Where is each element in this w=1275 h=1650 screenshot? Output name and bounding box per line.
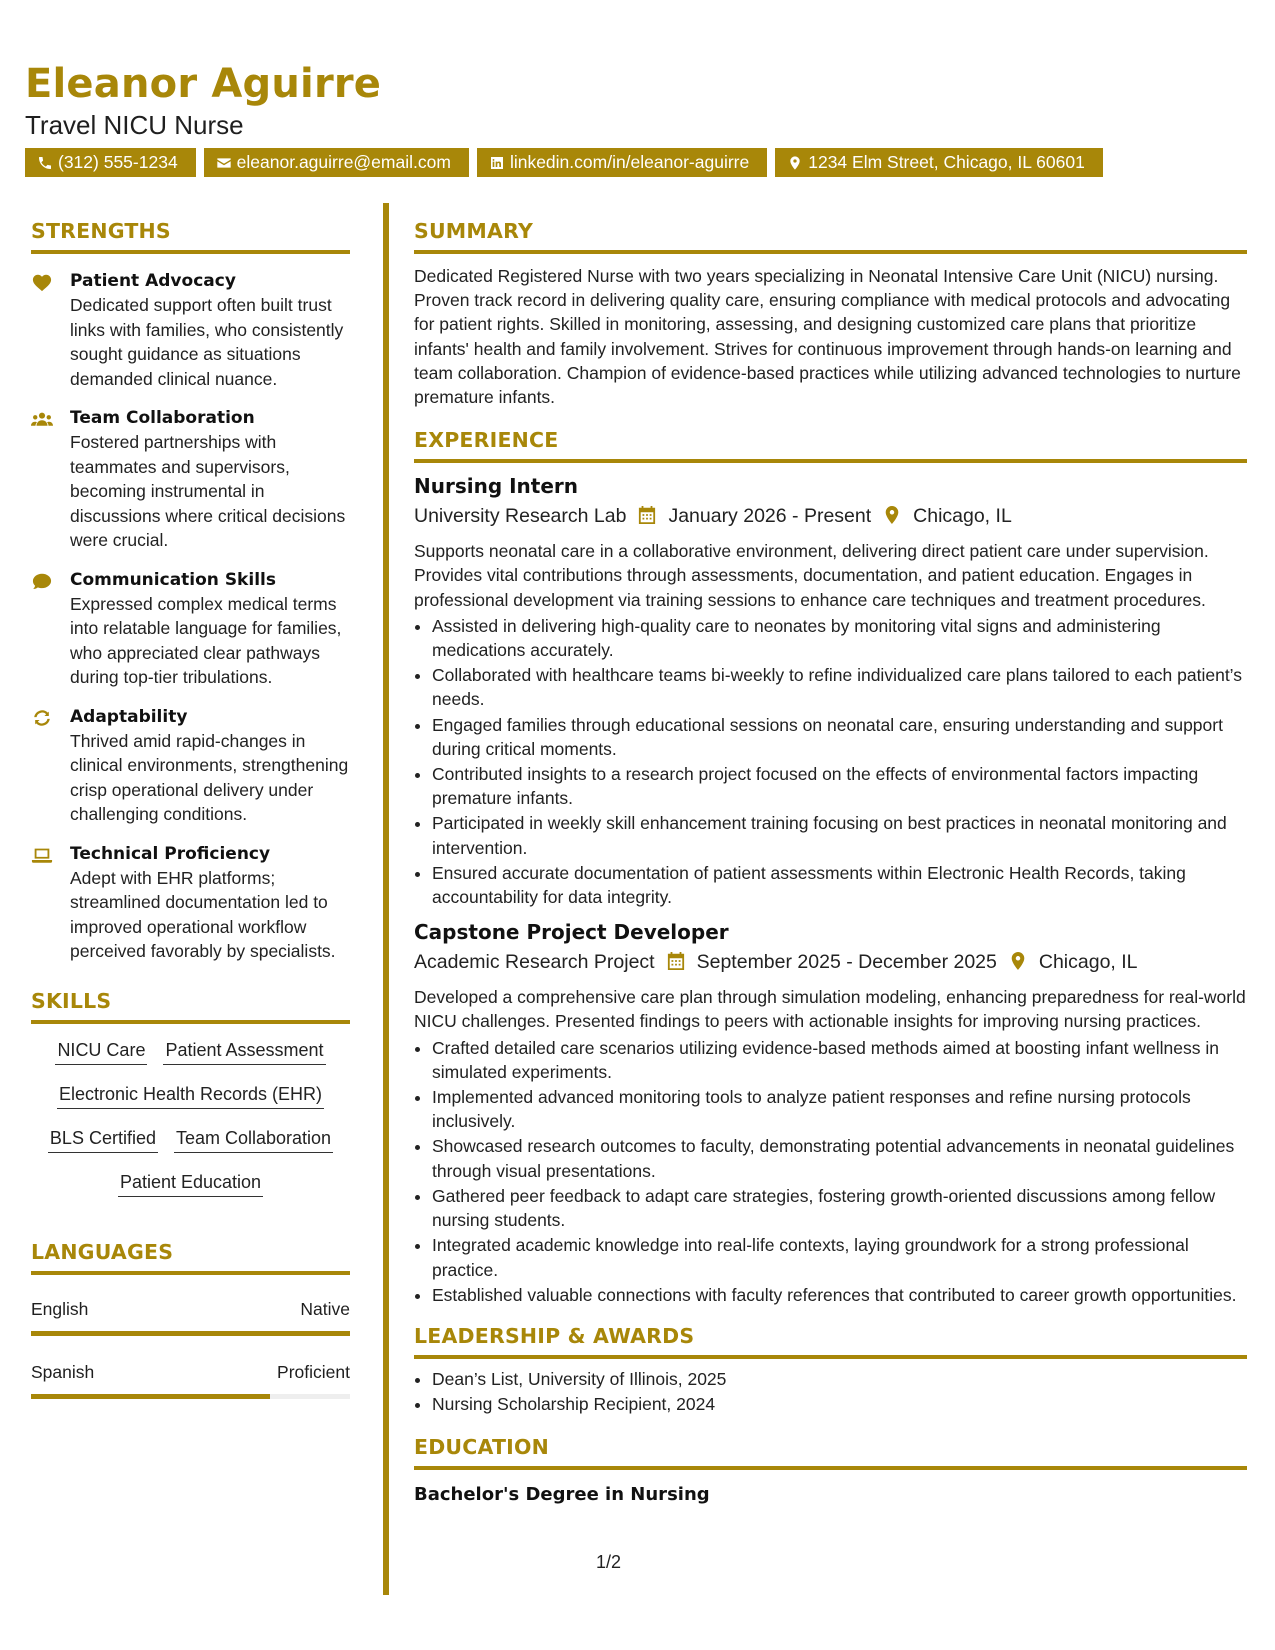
job-title: Nursing Intern [414, 474, 579, 499]
strength-title: Patient Advocacy [70, 271, 236, 291]
bullet-item: • Assisted in delivering high-quality care to neonates by monitoring vital signs and administering medications accurately. [432, 614, 1247, 662]
skill-tag: Electronic Health Records (EHR) [57, 1082, 324, 1109]
job-bullets [414, 1036, 1247, 1307]
strength-desc: Thrived amid rapid-changes in clinical environments, strengthening crisp operational delivery under challenging conditions. [70, 730, 349, 824]
job-description: Supports neonatal care in a collaborative environment, delivering direct patient care under supervision. Provides vital contributions through assessments, documentation, and patient education. Engages in professional development via training sessions to enhance care techniques and treatment procedures. [414, 541, 1209, 610]
strength-desc: Fostered partnerships with teammates and supervisors, becoming instrumental in discussions where critical decisions were crucial. [70, 432, 346, 550]
email-text: eleanor.aguirre@email.com [236, 152, 451, 172]
bullet-item: • Gathered peer feedback to adapt care strategies, fostering growth-oriented discussions among fellow nursing students. [432, 1184, 1247, 1232]
language-item [31, 1297, 350, 1336]
bullet-item: • Established valuable connections with faculty references that contributed to career growth opportunities. [432, 1283, 1247, 1307]
right-column [414, 216, 1247, 1508]
bullet-item: • Ensured accurate documentation of patient assessments within Electronic Health Records, taking accountability for data integrity. [432, 861, 1247, 909]
awards-list [414, 1367, 1247, 1416]
summary-text: Dedicated Registered Nurse with two years specializing in Neonatal Intensive Care Unit (NICU) nursing. Proven track record in delivering quality care, ensuring compliance with medical protocols and advocating for patient rights. Skilled in monitoring, assessing, and designing customized care plans that prioritize infants' health and family involvement. Strives for continuous improvement through hands-on learning and team collaboration. Champion of evidence-based practices while utilizing advanced technologies to nurture premature infants. [414, 266, 1241, 408]
bullet-item: • Contributed insights to a research project focused on the effects of environmental factors impacting premature infants. [432, 762, 1247, 810]
strength-title: Team Collaboration [70, 408, 255, 428]
language-level: Native [300, 1298, 350, 1319]
skill-tag: NICU Care [55, 1038, 147, 1065]
map-marker-icon [1009, 951, 1029, 973]
award-item: • Nursing Scholarship Recipient, 2024 [432, 1392, 1247, 1416]
linkedin-icon [489, 155, 505, 171]
summary-heading: SUMMARY [414, 216, 1247, 254]
job-organization: Academic Research Project [414, 951, 655, 974]
strength-item [31, 842, 350, 964]
skills-heading: SKILLS [31, 986, 350, 1024]
skill-tag: Patient Assessment [163, 1038, 325, 1065]
strength-desc: Expressed complex medical terms into relatable language for families, who appreciated clear pathways during top-tier tribulations. [70, 593, 342, 687]
job-location: Chicago, IL [913, 505, 1012, 528]
education-heading: EDUCATION [414, 1432, 1247, 1470]
contact-phone[interactable] [25, 148, 196, 177]
job-meta [414, 501, 1247, 531]
strength-title: Adaptability [70, 706, 188, 727]
strength-item [31, 269, 350, 391]
bullet-item: • Participated in weekly skill enhancement training focusing on best practices in neonatal monitoring and intervention. [432, 811, 1247, 859]
map-marker-icon [787, 155, 803, 171]
bullet-item: • Engaged families through educational sessions on neonatal care, ensuring understanding and support during critical moments. [432, 713, 1247, 761]
phone-text: (312) 555-1234 [58, 152, 178, 172]
map-marker-icon [883, 505, 903, 527]
bullet-item: • Showcased research outcomes to faculty, demonstrating potential advancements in neonatal guidelines through visual presentations. [432, 1134, 1247, 1182]
contact-bar [25, 148, 1250, 177]
strength-item [31, 705, 350, 827]
strength-item [31, 568, 350, 690]
bullet-item: • Integrated academic knowledge into real-life contexts, laying groundwork for a strong professional practice. [432, 1233, 1247, 1281]
candidate-role: Travel NICU Nurse [25, 110, 244, 140]
candidate-name: Eleanor Aguirre [25, 61, 382, 107]
strength-item [31, 406, 350, 553]
linkedin-text: linkedin.com/in/eleanor-aguirre [509, 152, 750, 172]
award-item: • Dean’s List, University of Illinois, 2025 [432, 1367, 1247, 1391]
language-level-fill [31, 1331, 350, 1336]
job-organization: University Research Lab [414, 505, 627, 528]
strength-desc: Dedicated support often built trust links with families, who consistently sought guidance as situations demanded clinical nuance. [70, 295, 344, 389]
language-level: Proficient [277, 1361, 350, 1382]
job-dates: September 2025 - December 2025 [696, 951, 997, 974]
bullet-item: • Collaborated with healthcare teams bi-weekly to refine individualized care plans tailored to each patient’s needs. [432, 663, 1247, 711]
heart-icon [31, 272, 53, 292]
job-location: Chicago, IL [1038, 951, 1138, 974]
strengths-heading: STRENGTHS [31, 216, 350, 254]
language-level-bar [31, 1331, 350, 1336]
languages-heading: LANGUAGES [31, 1237, 350, 1275]
language-item [31, 1360, 350, 1399]
contact-email[interactable] [204, 148, 469, 177]
skill-tag: Patient Education [118, 1170, 263, 1197]
bullet-item: • Crafted detailed care scenarios utilizing evidence-based methods aimed at boosting infant wellness in simulated experiments. [432, 1036, 1247, 1084]
strength-title: Technical Proficiency [70, 843, 271, 864]
strength-desc: Adept with EHR platforms; streamlined documentation led to improved operational workflow perceived favorably by specialists. [70, 867, 336, 961]
experience-entry [414, 917, 1247, 1307]
job-meta [414, 947, 1247, 977]
phone-icon [37, 155, 53, 171]
bullet-item: • Implemented advanced monitoring tools to analyze patient responses and refine nursing protocols inclusively. [432, 1085, 1247, 1133]
job-dates: January 2026 - Present [668, 505, 872, 528]
left-column [31, 216, 350, 1423]
contact-linkedin[interactable] [477, 148, 767, 177]
job-title: Capstone Project Developer [414, 920, 729, 945]
skill-tag: Team Collaboration [174, 1126, 333, 1153]
job-bullets [414, 614, 1247, 909]
experience-entry [414, 471, 1247, 909]
sync-icon [31, 708, 53, 728]
skills-list [31, 1038, 350, 1197]
language-name: English [31, 1298, 89, 1319]
calendar-icon [667, 951, 687, 973]
language-level-bar [31, 1394, 350, 1399]
page-number: 1/2 [596, 1552, 622, 1572]
awards-heading: LEADERSHIP & AWARDS [414, 1321, 1247, 1359]
strength-title: Communication Skills [70, 569, 276, 590]
language-name: Spanish [31, 1361, 95, 1382]
envelope-icon [216, 155, 232, 171]
education-degree: Bachelor's Degree in Nursing [414, 1484, 710, 1506]
column-divider [383, 203, 389, 1595]
experience-heading: EXPERIENCE [414, 425, 1247, 463]
laptop-icon [31, 845, 53, 865]
job-description: Developed a comprehensive care plan through simulation modeling, enhancing preparedness for real-world NICU challenges. Presented findings to peers with actionable insights for improving nursing practices. [414, 987, 1246, 1032]
comment-icon [31, 571, 53, 591]
calendar-icon [638, 505, 658, 527]
address-text: 1234 Elm Street, Chicago, IL 60601 [808, 152, 1085, 172]
language-level-fill [31, 1394, 270, 1399]
contact-address [775, 148, 1103, 177]
users-icon [31, 409, 53, 429]
resume-header [25, 58, 1250, 177]
skill-tag: BLS Certified [48, 1126, 158, 1153]
